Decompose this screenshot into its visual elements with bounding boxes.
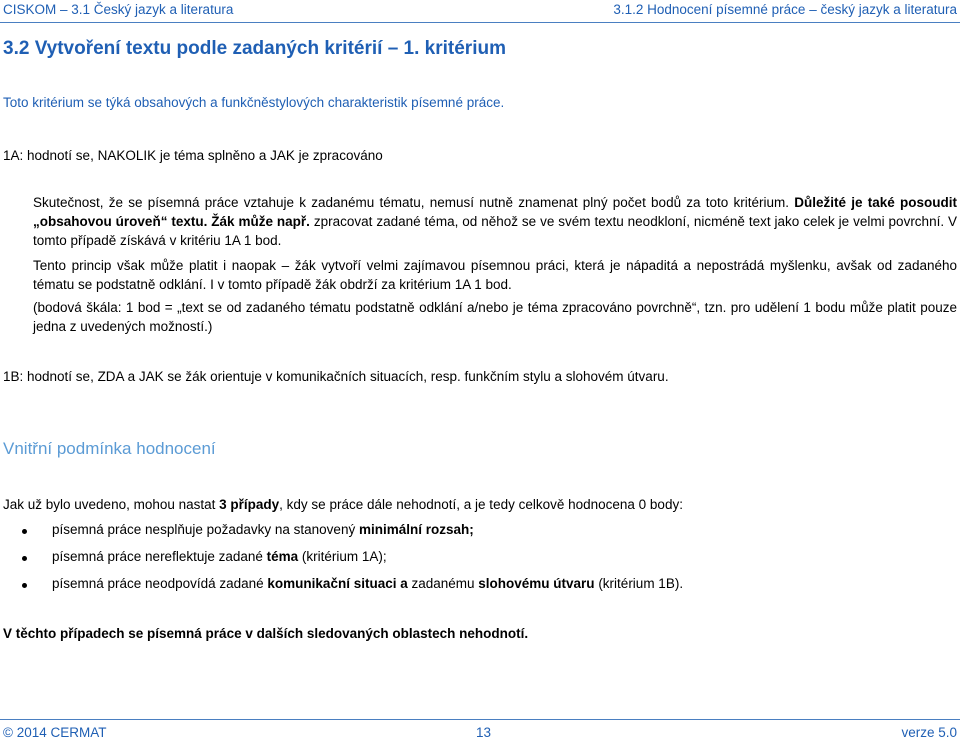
paragraph-2: [33, 256, 957, 294]
bullet-3-text-3: (kritérium 1B).: [594, 576, 684, 591]
intro-text: Toto kritérium se týká obsahových a funkčněstylových charakteristik písemné práce.: [3, 95, 505, 110]
footer-copyright: © 2014 CERMAT: [3, 725, 107, 740]
bullet-icon: [22, 556, 27, 561]
conditions-bold: 3 případy: [219, 497, 280, 512]
bullet-2-text: písemná práce nereflektuje zadané: [52, 549, 267, 564]
conditions-text-2: , kdy se práce dále nehodnotí, a je tedy celkově hodnocena 0 body:: [279, 497, 683, 512]
conditions-text-1: Jak už bylo uvedeno, mohou nastat: [3, 497, 220, 512]
bullet-3-text: písemná práce neodpovídá zadané: [52, 576, 268, 591]
header-right: 3.1.2 Hodnocení písemné práce – český jazyk a literatura: [613, 2, 957, 17]
bullet-2-text-2: (kritérium 1A);: [298, 549, 387, 564]
subheading: Vnitřní podmínka hodnocení: [3, 439, 216, 458]
header-left: CISKOM – 3.1 Český jazyk a literatura: [3, 2, 234, 17]
paragraph-1-text: Skutečnost, že se písemná práce vztahuje k zadanému tématu, nemusí nutně znamenat plný počet bodů za toto kritérium.: [33, 195, 795, 210]
paragraph-2-emphasis: I v tomto případě žák obdrží za kritérium 1A 1 bod.: [210, 277, 512, 292]
criterion-1a: 1A: hodnotí se, NAKOLIK je téma splněno a JAK je zpracováno: [3, 148, 383, 163]
bullet-1-text: písemná práce nesplňuje požadavky na stanovený: [52, 522, 359, 537]
conclusion: V těchto případech se písemná práce v dalších sledovaných oblastech nehodnotí.: [3, 626, 529, 641]
header-divider: [0, 22, 960, 23]
bullet-icon: [22, 583, 27, 588]
conditions-intro: [3, 495, 683, 514]
footer-page-number: 13: [476, 725, 492, 740]
bullet-1-bold: minimální rozsah;: [358, 522, 474, 537]
paragraph-3: (bodová škála: 1 bod = „text se od zadaného tématu podstatně odklání a/nebo je téma zpracováno povrchně“, tzn. pro udělení 1 bodu může platit pouze jedna z uvedených možností.): [33, 300, 957, 334]
footer-version: verze 5.0: [901, 725, 957, 740]
section-title: 3.2 Vytvoření textu podle zadaných kritérií – 1. kritérium: [3, 38, 506, 59]
paragraph-1: [33, 193, 957, 250]
paragraph-1-text-2: zpracovat zadané téma, od něhož se ve svém textu neodkloní, nicméně text jako celek je velmi povrchní. V tomto případě získává v kritériu 1A 1 bod.: [33, 214, 958, 248]
bullet-icon: [22, 529, 27, 534]
paragraph-2-text: Tento princip však může platit i naopak – žák vytvoří velmi zajímavou písemnou práci, která je nápaditá a nepostrádá myšlenku, avšak od zadaného tématu se podstatně odklání.: [33, 258, 957, 292]
bullet-item-3: [52, 576, 683, 591]
bullet-item-1: [52, 522, 474, 537]
bullet-3-text-2: zadanému: [407, 576, 479, 591]
bullet-3-bold-2: slohovému útvaru: [478, 576, 595, 591]
bullet-item-2: [52, 549, 387, 564]
criterion-1b: 1B: hodnotí se, ZDA a JAK se žák orientuje v komunikačních situacích, resp. funkčním stylu a slohovém útvaru.: [3, 369, 669, 384]
bullet-2-bold: téma: [266, 549, 299, 564]
bullet-3-bold: komunikační situaci a: [267, 576, 408, 591]
footer-divider: [0, 719, 960, 720]
paragraph-1-emphasis: Důležité je také posoudit „obsahovou úroveň“ textu. Žák může např.: [33, 195, 957, 229]
